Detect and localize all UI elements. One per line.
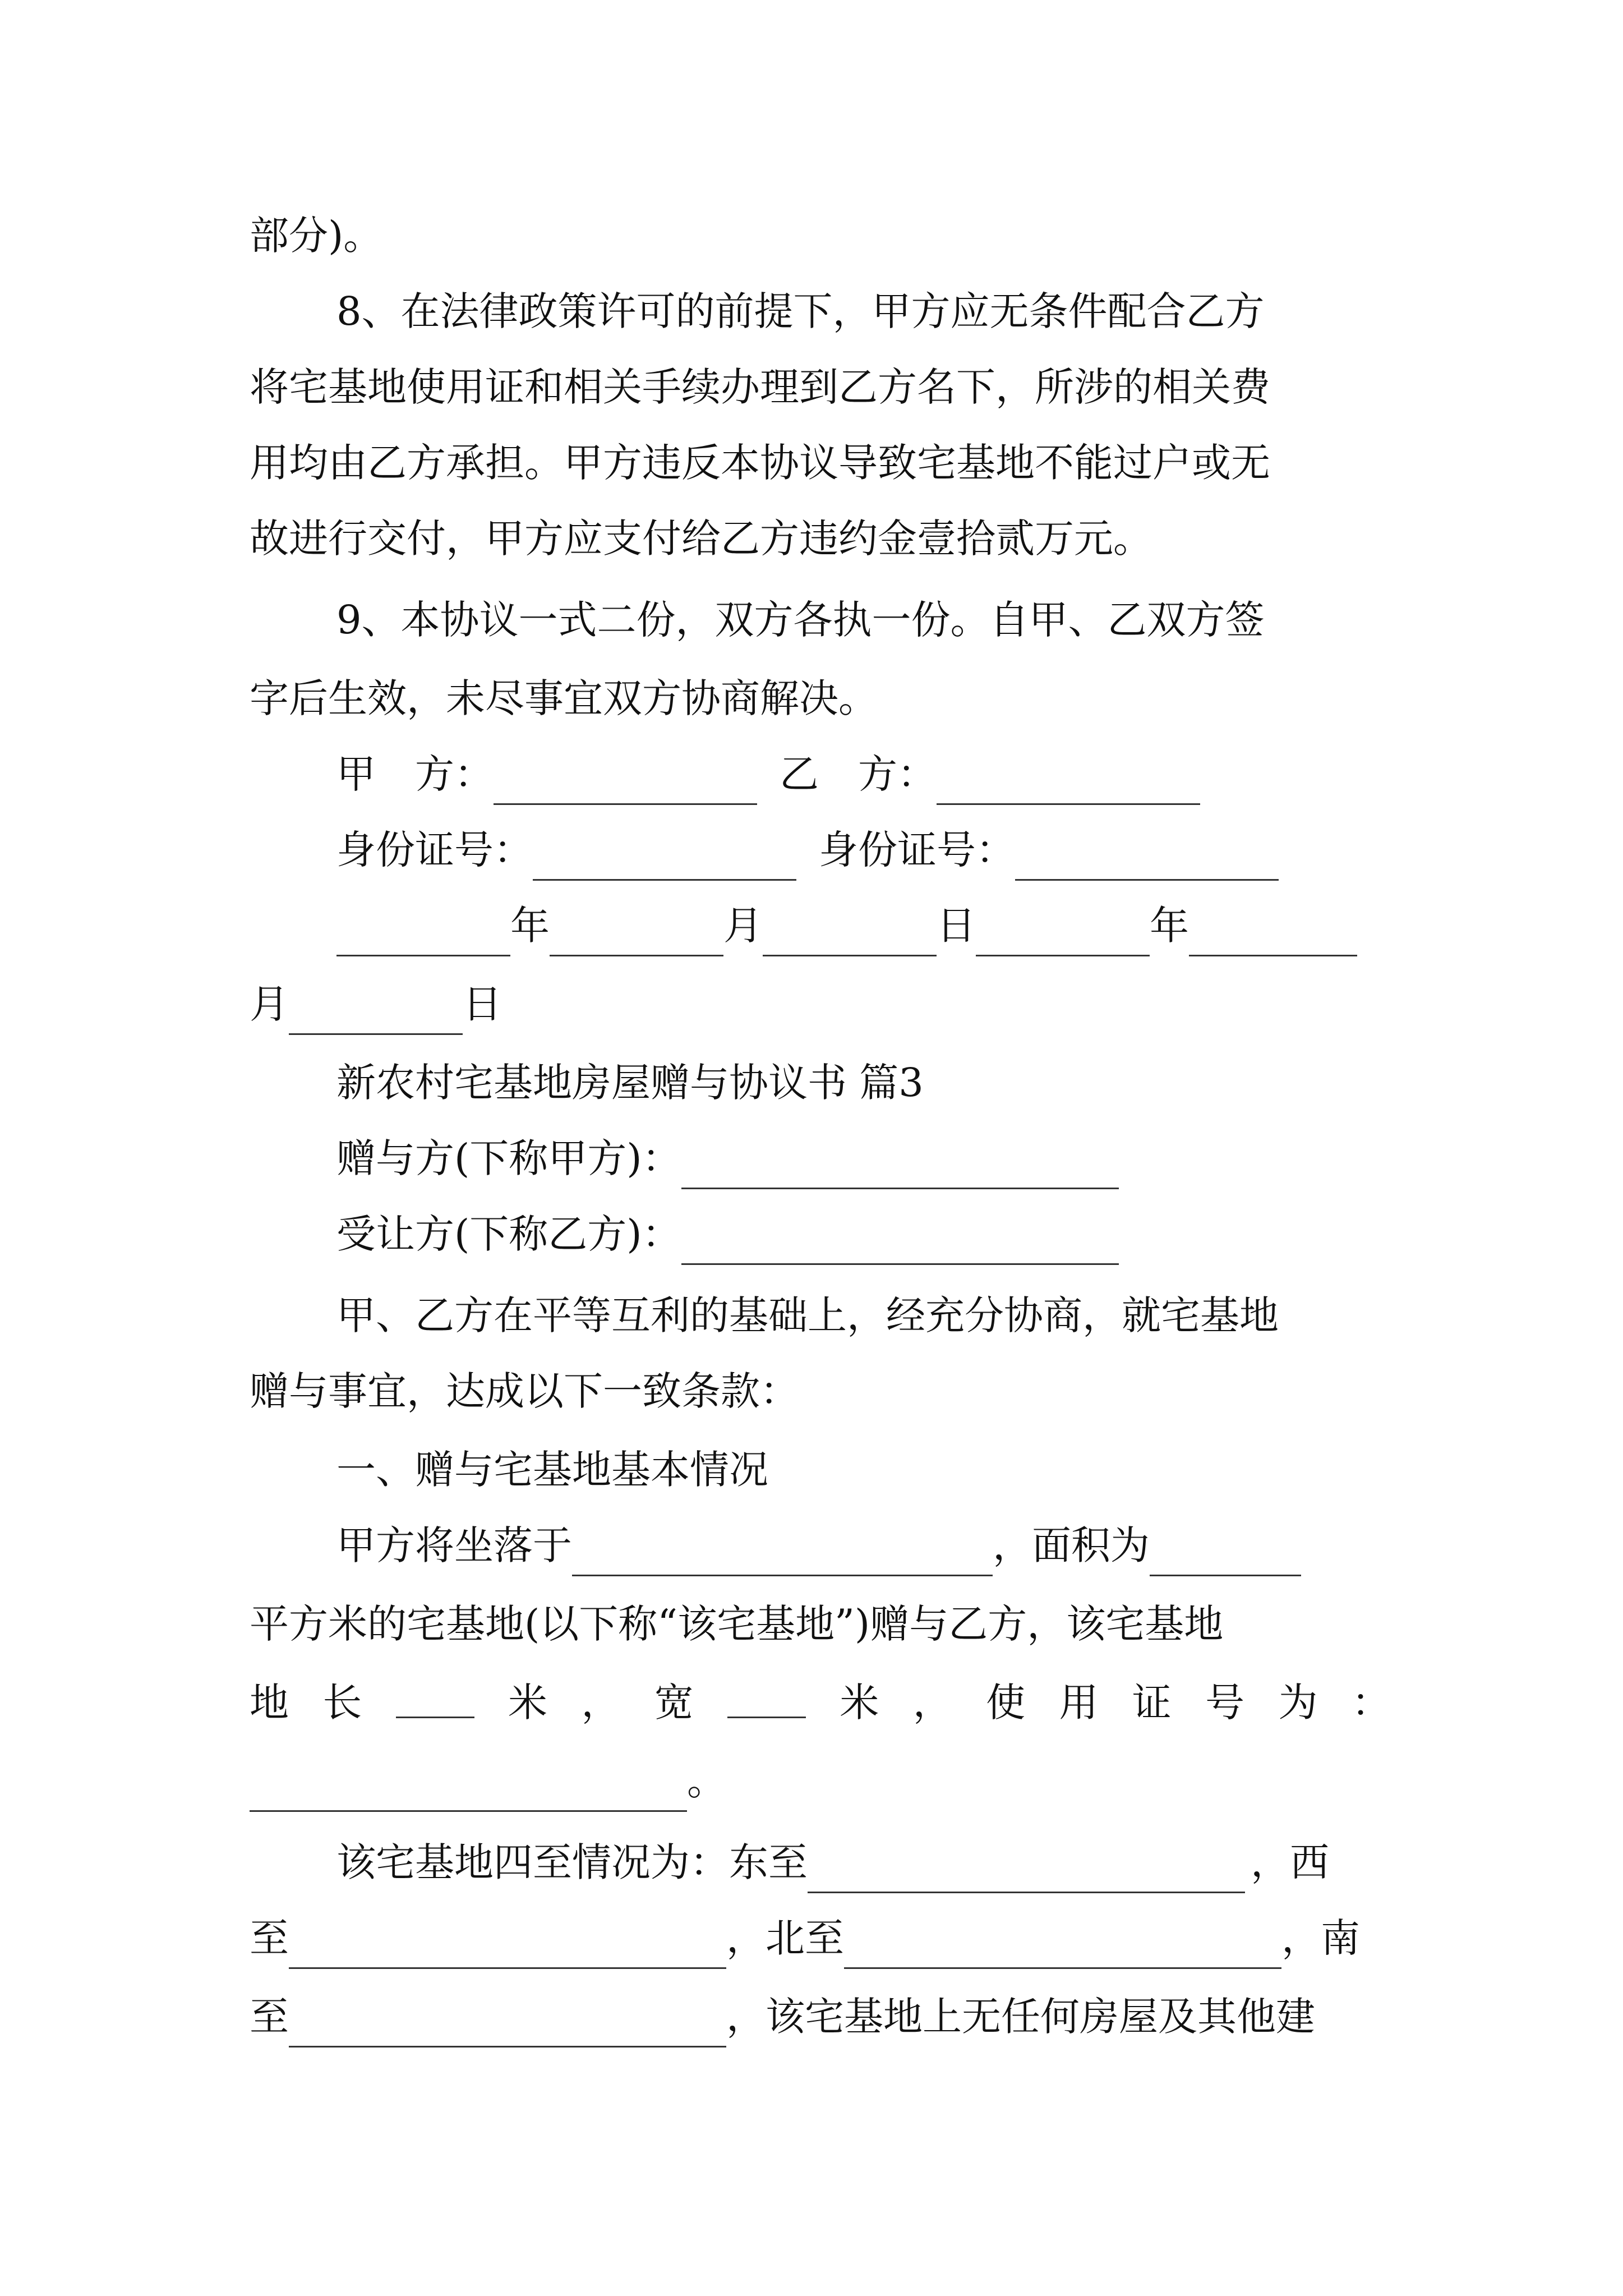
east-label: 该宅基地四至情况为：东至 — [336, 1839, 808, 1885]
east-blank — [808, 1847, 1245, 1893]
boundary-line-2 — [250, 1907, 1391, 1969]
area-blank — [1150, 1530, 1301, 1576]
dim-char: 地 — [250, 1680, 289, 1726]
party-a-blank — [494, 758, 757, 805]
year-blank-b — [976, 910, 1150, 956]
west-label: ，西 — [1251, 1839, 1329, 1885]
cert-number-line — [250, 1750, 1391, 1812]
day-blank-b — [289, 988, 463, 1035]
year-blank — [336, 910, 510, 956]
donee-label: 受让方(下称乙方)： — [336, 1211, 681, 1257]
month-label: 月 — [723, 903, 763, 949]
intro-line-1 — [336, 1285, 1391, 1346]
clause-8-line-1 — [336, 280, 1391, 342]
donee-line — [336, 1203, 1391, 1265]
text-span: 用均由乙方承担。甲方违反本协议导致宅基地不能过户或无 — [250, 440, 1270, 486]
south-blank — [289, 2001, 726, 2047]
text-span: 甲、乙方在平等互利的基础上，经充分协商，就宅基地 — [336, 1292, 1279, 1338]
zhi-label: 至 — [250, 1915, 289, 1961]
clause-1-title: 一、赠与宅基地基本情况 — [336, 1447, 768, 1493]
donor-label: 赠与方(下称甲方)： — [336, 1135, 681, 1181]
tail-text: ，该宅基地上无任何房屋及其他建 — [726, 1994, 1315, 2040]
location-blank — [572, 1530, 993, 1576]
south-label: ，南 — [1281, 1915, 1360, 1961]
text-span: 8、在法律政策许可的前提下，甲方应无条件配合乙方 — [336, 288, 1265, 334]
dim-char: 为 — [1278, 1680, 1318, 1726]
id-number-line — [336, 819, 1391, 881]
area-line — [250, 1593, 1391, 1655]
donor-blank — [681, 1143, 1119, 1189]
id-label-b: 身份证号： — [819, 827, 1015, 873]
zhi-label: 至 — [250, 1994, 289, 2040]
month-blank — [550, 910, 723, 956]
party-a-label: 甲 方： — [336, 751, 494, 797]
cert-number-blank — [250, 1765, 687, 1812]
id-blank-b — [1015, 834, 1279, 881]
intro-line-2: 赠与事宜，达成以下一致条款： — [250, 1368, 799, 1414]
clause-9-line-2: 字后生效，未尽事宜双方协商解决。 — [250, 675, 878, 721]
dim-char: 证 — [1132, 1680, 1172, 1726]
text-span: 平方米的宅基地(以下称“该宅基地”)赠与乙方，该宅基地 — [250, 1601, 1224, 1647]
signature-party-line — [336, 743, 1391, 805]
dimension-line — [250, 1672, 1391, 1733]
donor-line — [336, 1128, 1391, 1189]
area-label: ，面积为 — [993, 1522, 1150, 1568]
text-line: 部分)。 — [250, 213, 383, 259]
dim-char: 长 — [322, 1680, 362, 1726]
section-title: 新农村宅基地房屋赠与协议书 篇3 — [336, 1060, 924, 1106]
day-blank — [763, 910, 937, 956]
dim-char: 宽 — [654, 1680, 694, 1726]
dim-char: 米 — [508, 1680, 548, 1726]
boundary-line-3 — [250, 1986, 1391, 2047]
date-line — [336, 895, 1391, 956]
day-label-b: 日 — [463, 981, 502, 1027]
year-label-b: 年 — [1150, 903, 1189, 949]
dim-char: 号 — [1205, 1680, 1245, 1726]
dim-char: 用 — [1059, 1680, 1099, 1726]
month-blank-b — [1189, 910, 1357, 956]
party-b-label: 乙 方： — [780, 751, 937, 797]
day-label: 日 — [937, 903, 976, 949]
period: 。 — [687, 1758, 726, 1804]
west-blank — [289, 1922, 726, 1969]
clause-9-line-1: 9、本协议一式二份，双方各执一份。自甲、乙双方签 — [336, 597, 1265, 643]
date-line-cont — [250, 973, 1391, 1035]
north-label: ，北至 — [726, 1915, 844, 1961]
length-blank — [396, 1672, 474, 1718]
dim-char: ， — [581, 1680, 621, 1726]
id-label-a: 身份证号： — [336, 827, 533, 873]
width-blank — [727, 1672, 806, 1718]
year-label: 年 — [510, 903, 550, 949]
dim-char: ： — [1351, 1680, 1391, 1726]
id-blank-a — [533, 834, 796, 881]
clause-8-line-2 — [250, 356, 1391, 418]
clause-8-line-3 — [250, 432, 1391, 494]
dim-char: 使 — [986, 1680, 1026, 1726]
text-span: 将宅基地使用证和相关手续办理到乙方名下，所涉的相关费 — [250, 364, 1270, 410]
donee-blank — [681, 1218, 1119, 1265]
north-blank — [844, 1922, 1281, 1969]
dim-char: 米 — [840, 1680, 879, 1726]
dim-char: ， — [912, 1680, 952, 1726]
party-b-blank — [937, 758, 1200, 805]
boundary-line-1 — [336, 1832, 1391, 1893]
location-label: 甲方将坐落于 — [336, 1522, 572, 1568]
clause-8-line-4: 故进行交付，甲方应支付给乙方违约金壹拾贰万元。 — [250, 516, 1152, 562]
month-label-b: 月 — [250, 981, 289, 1027]
location-line — [336, 1515, 1391, 1576]
